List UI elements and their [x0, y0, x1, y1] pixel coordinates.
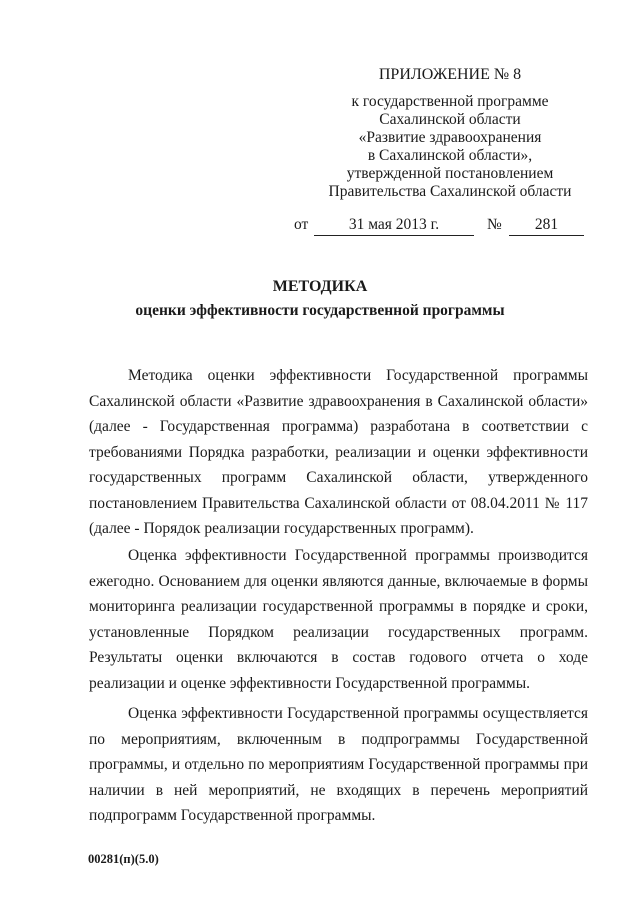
- appendix-line: в Сахалинской области»,: [367, 147, 533, 164]
- number-label: №: [487, 216, 502, 233]
- document-subtitle: оценки эффективности государственной программы: [135, 302, 505, 319]
- approval-date: 31 мая 2013 г.: [314, 215, 474, 236]
- paragraph: Оценка эффективности Государственной программы производится ежегодно. Основанием для оценки являются данные, включаемые в формы мониторинга реализации государственной программы в порядке и сроки, установленные Порядком реализации государственных программ. Результаты оценки включаются в состав годового отчета о ходе реализации и оценке эффективности Государственной программы.: [89, 547, 588, 692]
- paragraph: Методика оценки эффективности Государственной программы Сахалинской области «Развитие здравоохранения в Сахалинской области» (далее - Государственная программа) разработана в соответствии с требованиями Порядка разработки, реализации и оценки эффективности государственных программ Сахалинской области, утвержденного постановлением Правительства Сахалинской области от 08.04.2011 № 117 (далее - Порядок реализации государственных программ).: [89, 367, 588, 537]
- appendix-line: Сахалинской области: [379, 111, 521, 128]
- appendix-line: к государственной программе: [351, 93, 549, 110]
- from-label: от: [294, 216, 309, 233]
- document-code: 00281(п)(5.0): [88, 852, 159, 866]
- document-title: МЕТОДИКА: [272, 278, 368, 295]
- approval-number: 281: [509, 215, 584, 236]
- appendix-line: Правительства Сахалинской области: [328, 183, 572, 200]
- paragraph: Оценка эффективности Государственной программы осуществляется по мероприятиям, включенным в подпрограммы Государственной программы, и отдельно по мероприятиям Государственной программы при наличии в ней мероприятий, не входящих в перечень мероприятий подпрограмм Государственной программы.: [89, 705, 588, 824]
- appendix-line: утвержденной постановлением: [346, 165, 554, 182]
- appendix-title: ПРИЛОЖЕНИЕ № 8: [378, 66, 522, 83]
- appendix-line: «Развитие здравоохранения: [358, 129, 542, 146]
- appendix-block: [300, 66, 600, 201]
